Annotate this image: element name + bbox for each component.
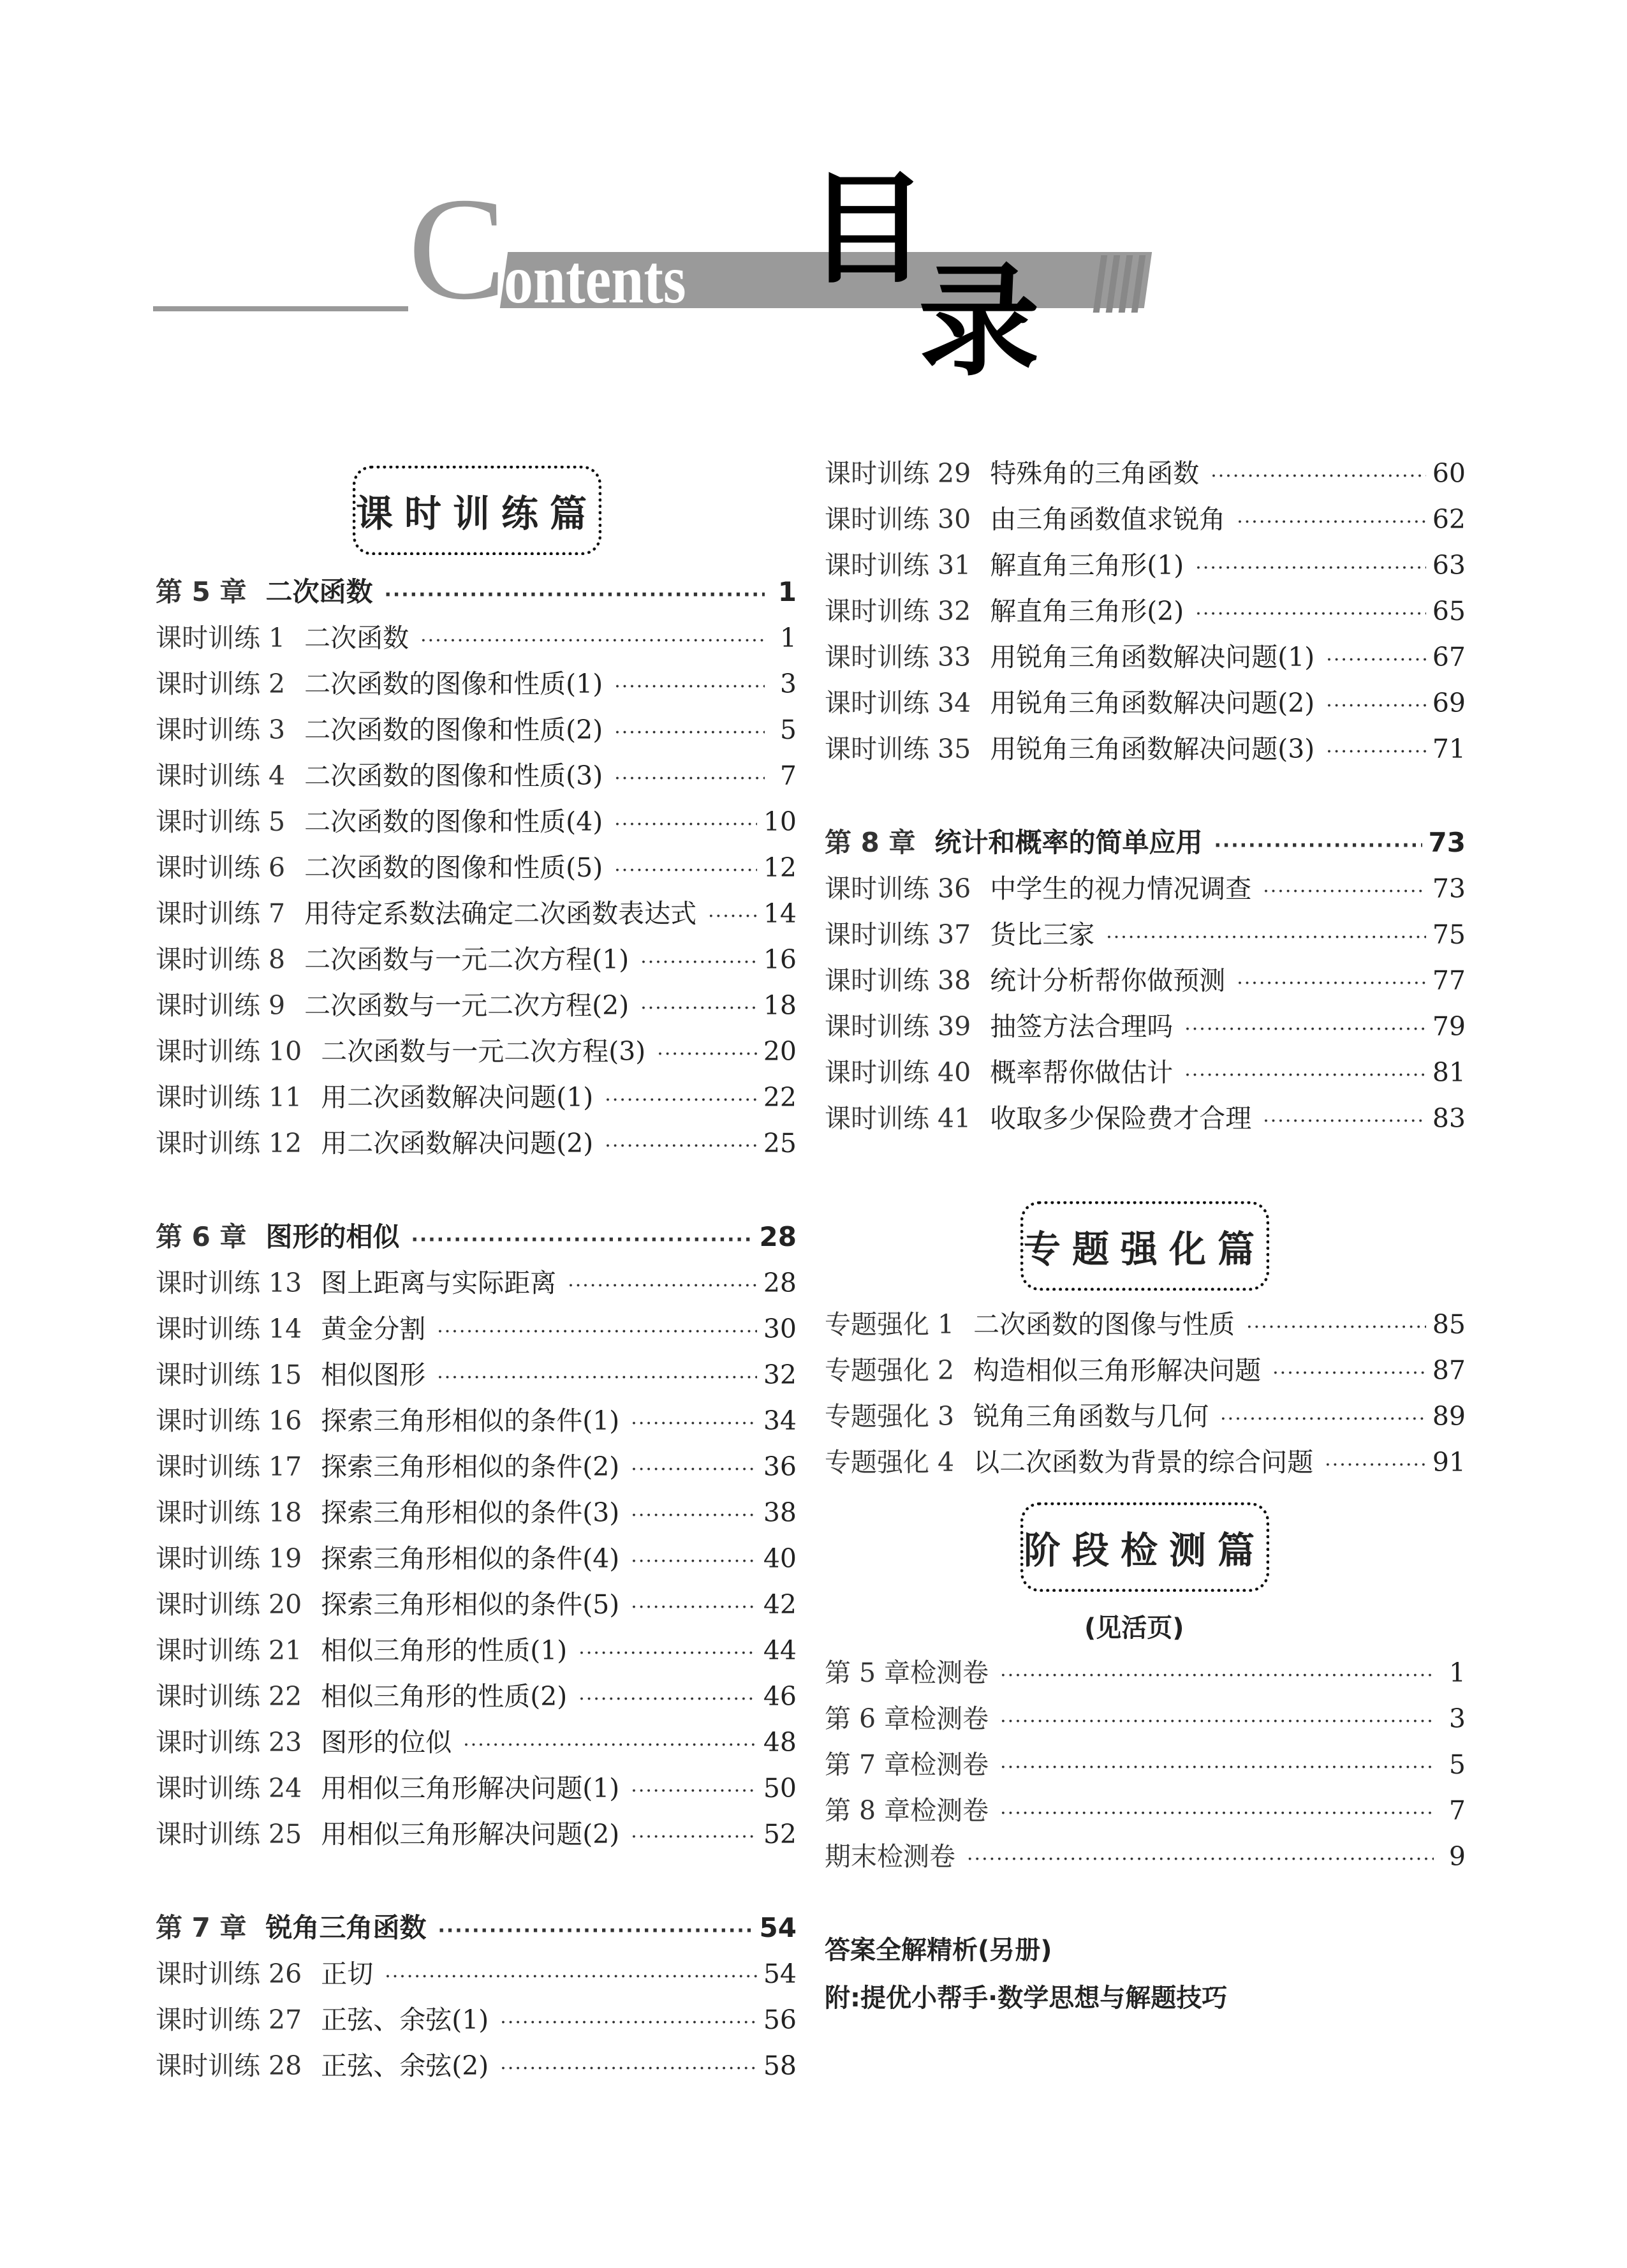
- toc-entry[interactable]: [156, 982, 797, 1028]
- entry-label: 专题强化 4: [825, 1447, 955, 1478]
- entry-title: 用锐角三角函数解决问题(2): [990, 688, 1315, 718]
- entry-label: 课时训练 34: [825, 688, 971, 718]
- toc-entry[interactable]: [825, 634, 1466, 680]
- entry-label: 课时训练 32: [825, 596, 971, 626]
- page-number: 12: [763, 852, 797, 883]
- page-number: 1: [779, 623, 797, 653]
- page-number: 5: [1448, 1749, 1466, 1780]
- toc-entry[interactable]: [825, 866, 1466, 912]
- chapter-entry[interactable]: [825, 820, 1466, 866]
- toc-entry[interactable]: [825, 1696, 1466, 1742]
- toc-entry[interactable]: [156, 1398, 797, 1444]
- page-number: 32: [763, 1360, 797, 1390]
- dot-leader: [1184, 1007, 1426, 1053]
- page-number: 50: [763, 1773, 797, 1804]
- entry-title: 正弦、余弦(1): [321, 2005, 489, 2035]
- entry-title: 探索三角形相似的条件(3): [321, 1497, 620, 1528]
- entry-label: 课时训练 37: [825, 919, 971, 950]
- entry-label: 课时训练 22: [156, 1681, 302, 1712]
- entry-label: 课时训练 29: [825, 458, 971, 489]
- toc-entry[interactable]: [825, 450, 1466, 496]
- entry-label: 课时训练 20: [156, 1589, 302, 1620]
- entry-label: 课时训练 9: [156, 990, 286, 1021]
- entry-title: 相似图形: [321, 1360, 426, 1390]
- dot-leader: [631, 1814, 757, 1860]
- entry-title: 用相似三角形解决问题(1): [321, 1773, 620, 1804]
- toc-entry[interactable]: [825, 1393, 1466, 1439]
- page-number: 30: [763, 1314, 797, 1344]
- entry-label: 课时训练 35: [825, 734, 971, 764]
- page-number: 63: [1432, 550, 1466, 581]
- toc-entry[interactable]: [825, 1095, 1466, 1141]
- dot-leader: [1326, 637, 1426, 683]
- entry-title: 锐角三角函数: [265, 1912, 427, 1943]
- toc-entry[interactable]: [825, 1439, 1466, 1485]
- entry-label: 课时训练 23: [156, 1727, 302, 1758]
- chapter-entry[interactable]: [156, 1905, 797, 1951]
- entry-label: 课时训练 12: [156, 1128, 302, 1159]
- toc-entry[interactable]: [156, 1765, 797, 1811]
- dot-leader: [614, 848, 757, 894]
- entry-title: 图上距离与实际距离: [321, 1268, 557, 1298]
- page-number: 25: [763, 1128, 797, 1159]
- dot-leader: [1000, 1653, 1434, 1699]
- entry-label: 课时训练 1: [156, 623, 286, 653]
- page-number: 54: [763, 1959, 797, 1989]
- dot-leader: [1211, 454, 1426, 500]
- entry-label: 第 7 章检测卷: [825, 1749, 989, 1780]
- entry-label: 课时训练 18: [156, 1497, 302, 1528]
- dot-leader: [1184, 1053, 1426, 1099]
- entry-label: 第 8 章: [825, 827, 916, 858]
- page-number: 16: [763, 944, 797, 975]
- toc-entry[interactable]: [825, 588, 1466, 634]
- entry-label: 专题强化 1: [825, 1309, 955, 1340]
- toc-entry[interactable]: [156, 1627, 797, 1673]
- toc-entry[interactable]: [825, 958, 1466, 1004]
- dot-leader: [614, 710, 765, 756]
- page-number: 69: [1432, 688, 1466, 718]
- entry-label: 第 7 章: [156, 1912, 247, 1943]
- page-number: 54: [759, 1912, 797, 1943]
- entry-label: 课时训练 19: [156, 1543, 302, 1574]
- toc-entry[interactable]: [156, 1997, 797, 2043]
- page-number: 28: [759, 1221, 797, 1252]
- section-title-special: 专题强化篇: [1020, 1201, 1269, 1291]
- entry-label: 课时训练 25: [156, 1819, 302, 1849]
- entry-title: 探索三角形相似的条件(2): [321, 1451, 620, 1482]
- entry-label: 专题强化 3: [825, 1401, 955, 1432]
- toc-entry[interactable]: [156, 1811, 797, 1857]
- toc-entry[interactable]: [825, 1347, 1466, 1393]
- toc-entry[interactable]: [156, 937, 797, 982]
- toc-entry[interactable]: [825, 680, 1466, 726]
- entry-title: 统计和概率的简单应用: [934, 827, 1203, 858]
- page-number: 67: [1432, 642, 1466, 672]
- entry-label: 课时训练 2: [156, 669, 286, 699]
- dot-leader: [438, 1908, 753, 1954]
- toc-entry[interactable]: [825, 1788, 1466, 1834]
- chapter-entry[interactable]: [156, 569, 797, 615]
- toc-entry[interactable]: [156, 1490, 797, 1536]
- dot-leader: [1220, 1397, 1426, 1442]
- entry-label: 课时训练 30: [825, 504, 971, 535]
- toc-entry[interactable]: [825, 912, 1466, 958]
- toc-entry[interactable]: [156, 1120, 797, 1166]
- entry-title: 用待定系数法确定二次函数表达式: [304, 898, 697, 929]
- entry-label: 第 5 章检测卷: [825, 1657, 989, 1688]
- dot-leader: [1326, 683, 1426, 729]
- entry-title: 二次函数与一元二次方程(3): [321, 1036, 646, 1067]
- dot-leader: [568, 1263, 757, 1309]
- entry-title: 黄金分割: [321, 1314, 426, 1344]
- entry-title: 用二次函数解决问题(2): [321, 1128, 594, 1159]
- entry-title: 货比三家: [990, 919, 1095, 950]
- answers-note: 答案全解精析(另册): [825, 1936, 1052, 1965]
- toc-entry[interactable]: [156, 1352, 797, 1398]
- toc-entry[interactable]: [825, 542, 1466, 588]
- page-number: 1: [777, 576, 797, 607]
- dot-leader: [1263, 869, 1426, 915]
- page-number: 3: [1448, 1703, 1466, 1734]
- page-number: 85: [1432, 1309, 1466, 1340]
- page-number: 91: [1432, 1447, 1466, 1478]
- entry-title: 正弦、余弦(2): [321, 2050, 489, 2081]
- dot-leader: [631, 1401, 757, 1447]
- page-number: 9: [1448, 1841, 1466, 1872]
- entry-label: 第 8 章检测卷: [825, 1795, 989, 1826]
- toc-entry[interactable]: [825, 726, 1466, 772]
- entry-label: 课时训练 14: [156, 1314, 302, 1344]
- toc-entry[interactable]: [825, 1049, 1466, 1095]
- entry-label: 课时训练 36: [825, 873, 971, 904]
- chapter-entry[interactable]: [156, 1214, 797, 1260]
- dot-leader: [640, 940, 757, 986]
- entry-label: 课时训练 5: [156, 806, 286, 837]
- entry-label: 课时训练 26: [156, 1959, 302, 1989]
- dot-leader: [1000, 1745, 1434, 1791]
- entry-title: 用二次函数解决问题(1): [321, 1082, 594, 1113]
- dot-leader: [385, 1954, 757, 2000]
- toc-entry[interactable]: [825, 1301, 1466, 1347]
- entry-title: 二次函数: [304, 623, 409, 653]
- toc-entry[interactable]: [825, 1742, 1466, 1788]
- dot-leader: [463, 1723, 757, 1768]
- toc-entry[interactable]: [156, 1951, 797, 1997]
- dot-leader: [631, 1585, 757, 1631]
- header-title-initial: C: [408, 167, 506, 330]
- toc-entry[interactable]: [156, 1673, 797, 1719]
- page-number: 46: [763, 1681, 797, 1712]
- entry-title: 图形的相似: [265, 1221, 400, 1252]
- toc-entry[interactable]: [156, 845, 797, 891]
- page-number: 77: [1432, 965, 1466, 996]
- entry-title: 统计分析帮你做预测: [990, 965, 1226, 996]
- page-number: 62: [1432, 504, 1466, 535]
- entry-title: 抽签方法合理吗: [990, 1011, 1174, 1042]
- entry-label: 课时训练 39: [825, 1011, 971, 1042]
- toc-entry[interactable]: [825, 1834, 1466, 1879]
- entry-title: 由三角函数值求锐角: [990, 504, 1226, 535]
- entry-label: 课时训练 7: [156, 898, 286, 929]
- entry-label: 课时训练 31: [825, 550, 971, 581]
- dot-leader: [1214, 823, 1422, 869]
- dot-leader: [1000, 1699, 1434, 1745]
- entry-label: 课时训练 38: [825, 965, 971, 996]
- entry-title: 收取多少保险费才合理: [990, 1103, 1252, 1134]
- page-number: 38: [763, 1497, 797, 1528]
- entry-label: 课时训练 3: [156, 715, 286, 745]
- entry-label: 课时训练 41: [825, 1103, 971, 1134]
- entry-title: 图形的位似: [321, 1727, 452, 1758]
- toc-entry[interactable]: [156, 1306, 797, 1352]
- entry-title: 用锐角三角函数解决问题(3): [990, 734, 1315, 764]
- page-number: 83: [1432, 1103, 1466, 1134]
- toc-entry[interactable]: [156, 2043, 797, 2089]
- entry-title: 二次函数的图像和性质(2): [304, 715, 603, 745]
- dot-leader: [411, 1217, 753, 1263]
- entry-title: 中学生的视力情况调查: [990, 873, 1252, 904]
- entry-label: 课时训练 10: [156, 1036, 302, 1067]
- entry-label: 课时训练 6: [156, 852, 286, 883]
- dot-leader: [437, 1355, 757, 1401]
- page-number: 42: [763, 1589, 797, 1620]
- entry-title: 正切: [321, 1959, 374, 1989]
- entry-title: 二次函数与一元二次方程(2): [304, 990, 629, 1021]
- entry-label: 专题强化 2: [825, 1355, 955, 1386]
- dot-leader: [1237, 500, 1426, 545]
- entry-title: 用锐角三角函数解决问题(1): [990, 642, 1315, 672]
- toc-entry[interactable]: [156, 799, 797, 845]
- entry-title: 二次函数的图像和性质(5): [304, 852, 603, 883]
- entry-label: 课时训练 17: [156, 1451, 302, 1482]
- tests-note: (见活页): [1084, 1613, 1184, 1643]
- page-number: 79: [1432, 1011, 1466, 1042]
- page-number: 18: [763, 990, 797, 1021]
- page-number: 3: [779, 669, 797, 699]
- entry-label: 期末检测卷: [825, 1841, 955, 1872]
- entry-title: 解直角三角形(1): [990, 550, 1184, 581]
- entry-title: 解直角三角形(2): [990, 596, 1184, 626]
- entry-title: 探索三角形相似的条件(4): [321, 1543, 620, 1574]
- page-number: 5: [779, 715, 797, 745]
- entry-label: 课时训练 8: [156, 944, 286, 975]
- toc-entry[interactable]: [156, 891, 797, 937]
- entry-label: 课时训练 13: [156, 1268, 302, 1298]
- entry-title: 二次函数的图像和性质(4): [304, 806, 603, 837]
- page-number: 75: [1432, 919, 1466, 950]
- page-number: 20: [763, 1036, 797, 1067]
- entry-title: 探索三角形相似的条件(5): [321, 1589, 620, 1620]
- header-title-cn-2: 录: [918, 251, 1040, 392]
- dot-leader: [578, 1631, 757, 1677]
- entry-title: 锐角三角函数与几何: [973, 1401, 1209, 1432]
- entry-title: 探索三角形相似的条件(1): [321, 1405, 620, 1436]
- dot-leader: [1106, 915, 1426, 961]
- dot-leader: [578, 1677, 757, 1723]
- dot-leader: [384, 572, 765, 618]
- toc-entry[interactable]: [825, 1650, 1466, 1696]
- toc-entry[interactable]: [156, 1536, 797, 1582]
- entry-label: 课时训练 4: [156, 760, 286, 791]
- page-number: 60: [1432, 458, 1466, 489]
- dot-leader: [605, 1123, 757, 1169]
- entry-title: 二次函数: [265, 576, 373, 607]
- left-toc-column: [156, 569, 797, 2089]
- entry-title: 以二次函数为背景的综合问题: [973, 1447, 1314, 1478]
- entry-label: 课时训练 16: [156, 1405, 302, 1436]
- right-toc-column: [825, 450, 1466, 1141]
- appendix-note: 附:提优小帮手·数学思想与解题技巧: [825, 1983, 1228, 2013]
- entry-label: 第 6 章: [156, 1221, 247, 1252]
- dot-leader: [614, 664, 765, 710]
- special-toc: [825, 1301, 1466, 1485]
- entry-title: 构造相似三角形解决问题: [973, 1355, 1262, 1386]
- entry-label: 课时训练 15: [156, 1360, 302, 1390]
- page-number: 87: [1432, 1355, 1466, 1386]
- page-number: 28: [763, 1268, 797, 1298]
- toc-entry[interactable]: [156, 1074, 797, 1120]
- dot-leader: [631, 1447, 757, 1493]
- page-number: 73: [1432, 873, 1466, 904]
- dot-leader: [500, 2000, 757, 2046]
- entry-label: 课时训练 40: [825, 1057, 971, 1088]
- toc-entry[interactable]: [156, 753, 797, 799]
- page-number: 7: [779, 760, 797, 791]
- header-rule: [153, 306, 408, 311]
- dot-leader: [708, 894, 757, 940]
- page-number: 7: [1448, 1795, 1466, 1826]
- page-number: 1: [1448, 1657, 1466, 1688]
- toc-entry[interactable]: [825, 1004, 1466, 1049]
- dot-leader: [1263, 1099, 1426, 1145]
- entry-label: 课时训练 21: [156, 1635, 302, 1666]
- entry-label: 课时训练 11: [156, 1082, 302, 1113]
- tests-toc: [825, 1650, 1466, 1879]
- toc-entry[interactable]: [825, 496, 1466, 542]
- dot-leader: [657, 1032, 757, 1078]
- page-number: 89: [1432, 1401, 1466, 1432]
- dot-leader: [1000, 1791, 1434, 1837]
- entry-label: 第 6 章检测卷: [825, 1703, 989, 1734]
- page-number: 73: [1428, 827, 1466, 858]
- dot-leader: [500, 2046, 757, 2092]
- dot-leader: [420, 618, 765, 664]
- page-number: 44: [763, 1635, 797, 1666]
- toc-entry[interactable]: [156, 615, 797, 661]
- page-number: 52: [763, 1819, 797, 1849]
- toc-entry[interactable]: [156, 661, 797, 707]
- page-number: 14: [763, 898, 797, 929]
- page-number: 10: [763, 806, 797, 837]
- entry-title: 相似三角形的性质(1): [321, 1635, 568, 1666]
- toc-entry[interactable]: [156, 1444, 797, 1490]
- entry-title: 相似三角形的性质(2): [321, 1681, 568, 1712]
- dot-leader: [631, 1493, 757, 1539]
- page-number: 48: [763, 1727, 797, 1758]
- dot-leader: [614, 802, 757, 848]
- dot-leader: [614, 756, 765, 802]
- page-number: 36: [763, 1451, 797, 1482]
- section-title-lessons: 课时训练篇: [353, 466, 601, 555]
- dot-leader: [605, 1078, 757, 1123]
- entry-title: 概率帮你做估计: [990, 1057, 1174, 1088]
- section-title-tests: 阶段检测篇: [1020, 1502, 1269, 1592]
- dot-leader: [1326, 729, 1426, 775]
- page-number: 58: [763, 2050, 797, 2081]
- toc-entry[interactable]: [156, 1719, 797, 1765]
- toc-entry[interactable]: [156, 707, 797, 753]
- entry-label: 课时训练 24: [156, 1773, 302, 1804]
- entry-title: 特殊角的三角函数: [990, 458, 1200, 489]
- dot-leader: [1195, 545, 1426, 591]
- dot-leader: [1195, 591, 1426, 637]
- entry-label: 课时训练 28: [156, 2050, 302, 2081]
- entry-title: 二次函数的图像与性质: [973, 1309, 1235, 1340]
- dot-leader: [640, 986, 757, 1032]
- page-number: 34: [763, 1405, 797, 1436]
- dot-leader: [1325, 1442, 1426, 1488]
- dot-leader: [631, 1539, 757, 1585]
- toc-entry[interactable]: [156, 1260, 797, 1306]
- dot-leader: [967, 1837, 1434, 1883]
- entry-title: 二次函数的图像和性质(3): [304, 760, 603, 791]
- dot-leader: [631, 1768, 757, 1814]
- page-number: 71: [1432, 734, 1466, 764]
- entry-label: 课时训练 33: [825, 642, 971, 672]
- dot-leader: [437, 1309, 757, 1355]
- entry-label: 第 5 章: [156, 576, 247, 607]
- toc-entry[interactable]: [156, 1028, 797, 1074]
- page-number: 56: [763, 2005, 797, 2035]
- entry-title: 二次函数与一元二次方程(1): [304, 944, 629, 975]
- page-number: 40: [763, 1543, 797, 1574]
- dot-leader: [1272, 1351, 1426, 1397]
- page-number: 81: [1432, 1057, 1466, 1088]
- toc-entry[interactable]: [156, 1582, 797, 1627]
- page-number: 22: [763, 1082, 797, 1113]
- entry-label: 课时训练 27: [156, 2005, 302, 2035]
- header-title-english: ontents: [504, 242, 686, 318]
- dot-leader: [1246, 1305, 1426, 1351]
- header-title-cn-1: 目: [807, 159, 929, 300]
- page-number: 65: [1432, 596, 1466, 626]
- entry-title: 二次函数的图像和性质(1): [304, 669, 603, 699]
- dot-leader: [1237, 961, 1426, 1007]
- entry-title: 用相似三角形解决问题(2): [321, 1819, 620, 1849]
